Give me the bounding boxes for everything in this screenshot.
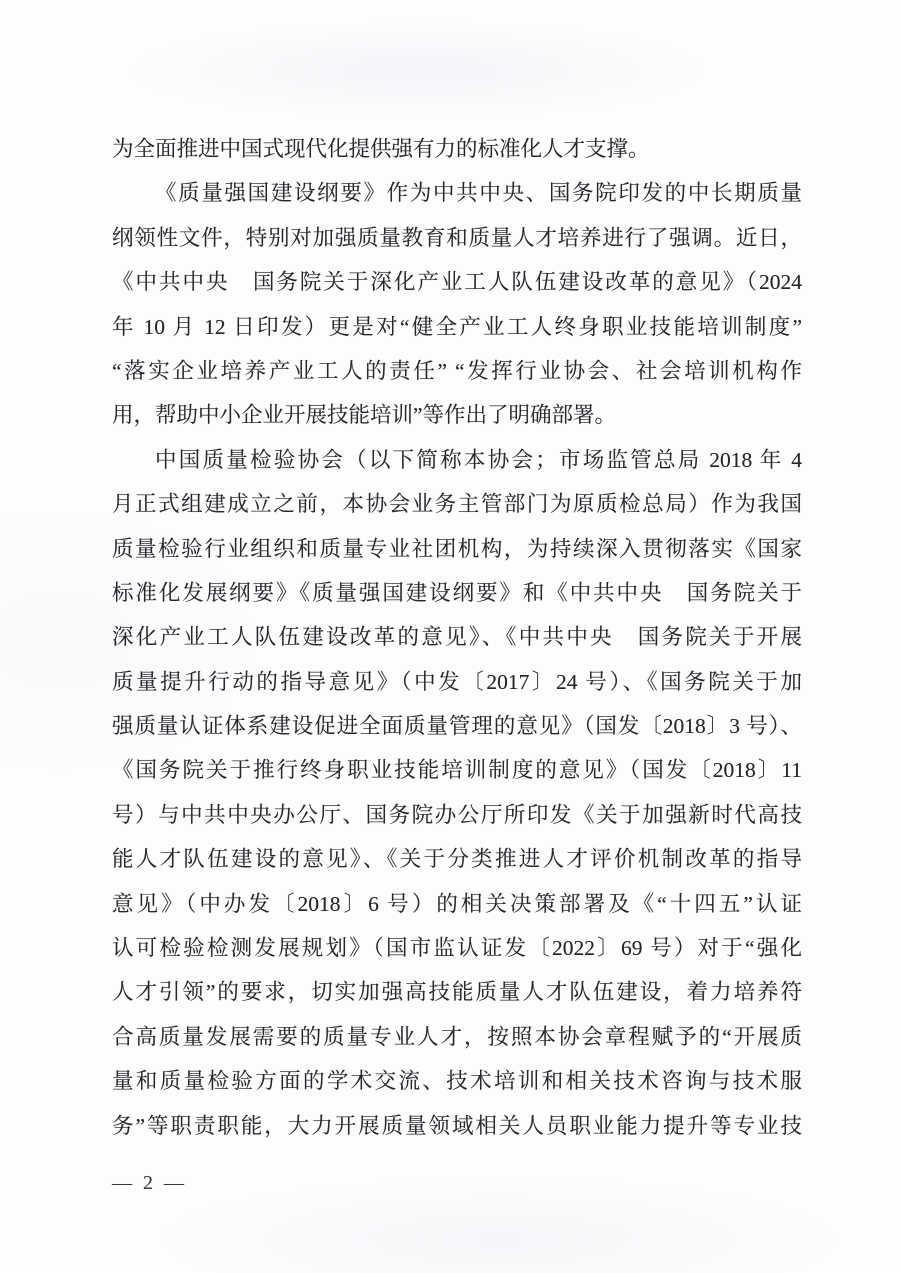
- text-line: 《国务院关于推行终身职业技能培训制度的意见》（国发〔2018〕11: [112, 758, 802, 783]
- text-line: 意见》（中办发〔2018〕6 号）的相关决策部署及《“十四五”认证: [112, 891, 802, 916]
- text-line: 纲领性文件，特别对加强质量教育和质量人才培养进行了强调。近日，: [112, 225, 802, 250]
- text-line: 号）与中共中央办公厅、国务院办公厅所印发《关于加强新时代高技: [112, 802, 802, 827]
- text-line: 质量检验行业组织和质量专业社团机构，为持续深入贯彻落实《国家: [112, 536, 802, 561]
- text-line: 务”等职责职能，大力开展质量领域相关人员职业能力提升等专业技: [112, 1113, 802, 1138]
- text-line: 质量提升行动的指导意见》（中发〔2017〕24 号）、《国务院关于加: [112, 669, 802, 694]
- text-line: 合高质量发展需要的质量专业人才，按照本协会章程赋予的“开展质: [112, 1024, 802, 1049]
- text-line: “落实企业培养产业工人的责任” “发挥行业协会、社会培训机构作: [112, 358, 802, 383]
- paragraph: [112, 127, 802, 171]
- text-line: 能人才队伍建设的意见》、《关于分类推进人才评价机制改革的指导: [112, 847, 802, 872]
- page-number: — 2 —: [112, 1172, 187, 1194]
- text-line: 标准化发展纲要》《质量强国建设纲要》和《中共中央 国务院关于: [112, 580, 802, 605]
- paragraph: [112, 171, 802, 437]
- text-line: 《中共中央 国务院关于深化产业工人队伍建设改革的意见》（2024: [112, 270, 802, 295]
- text-line: 强质量认证体系建设促进全面质量管理的意见》（国发〔2018〕3 号）、: [112, 714, 802, 739]
- text-line: 量和质量检验方面的学术交流、技术培训和相关技术咨询与技术服: [112, 1069, 802, 1094]
- text-line: 年 10 月 12 日印发）更是对“健全产业工人终身职业技能培训制度”: [112, 314, 802, 339]
- text-line: 用，帮助中小企业开展技能培训”等作出了明确部署。: [112, 403, 617, 428]
- text-line: 人才引领”的要求，切实加强高技能质量人才队伍建设，着力培养符: [112, 980, 802, 1005]
- text-line: 为全面推进中国式现代化提供强有力的标准化人才支撑。: [112, 137, 650, 161]
- paragraph: [112, 438, 802, 1148]
- document-body: [112, 127, 802, 1148]
- text-line: 中国质量检验协会（以下简称本协会；市场监管总局 2018 年 4: [155, 447, 802, 472]
- text-line: 月正式组建成立之前，本协会业务主管部门为原质检总局）作为我国: [112, 492, 802, 517]
- text-line: 《质量强国建设纲要》作为中共中央、国务院印发的中长期质量: [155, 181, 802, 206]
- text-line: 深化产业工人队伍建设改革的意见》、《中共中央 国务院关于开展: [112, 625, 802, 650]
- text-line: 认可检验检测发展规划》（国市监认证发〔2022〕69 号）对于“强化: [112, 936, 802, 961]
